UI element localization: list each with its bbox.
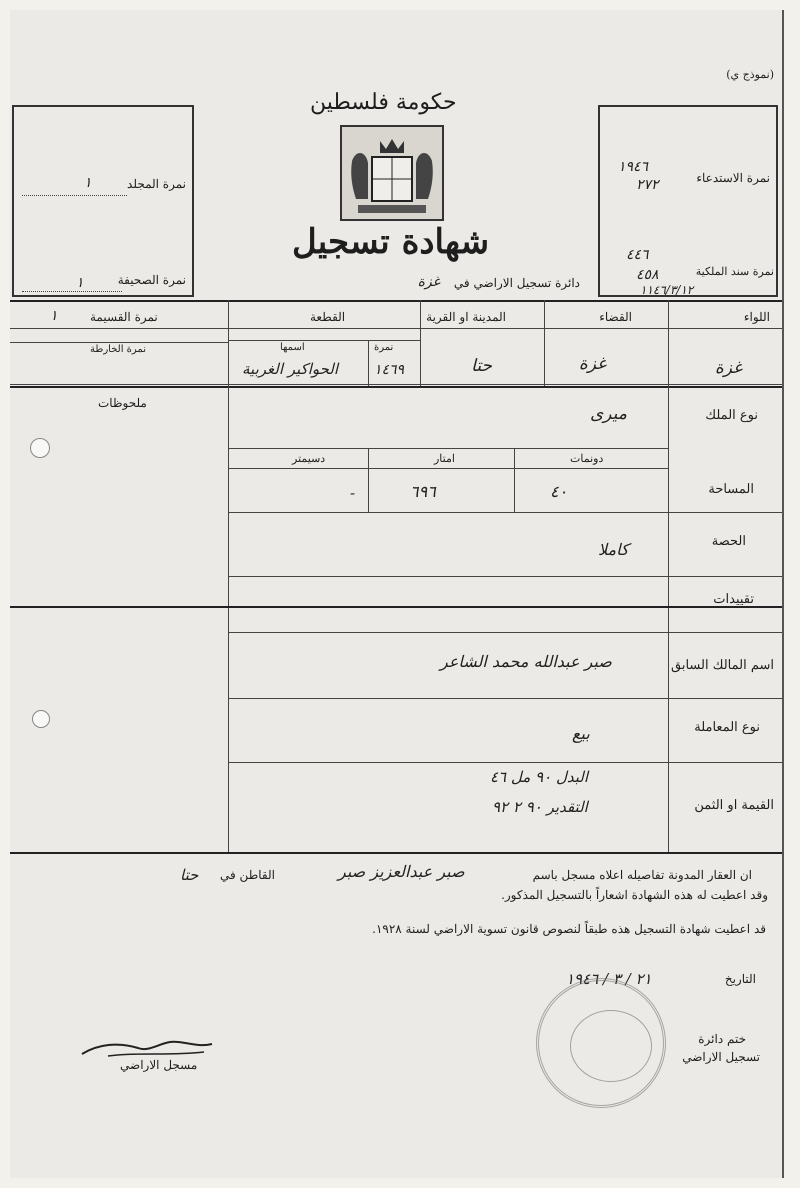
share-label: الحصة <box>711 534 746 549</box>
date-value: ٢١ / ٣ / ١٩٤٦ <box>566 970 652 988</box>
parcel-number-value: ١٤٦٩ <box>374 362 405 378</box>
volume-page-box <box>12 105 194 297</box>
department-line <box>400 276 580 294</box>
area-dunums-value: ٤٠ <box>550 482 568 501</box>
title-deed-value-2: ٤٥٨ <box>636 267 659 283</box>
page-label: نمرة الصحيفة <box>117 273 186 287</box>
transaction-value: بيع <box>572 724 590 743</box>
previous-owner-label: اسم المالك السابق <box>671 658 774 673</box>
parcel-name-value: الحواكير الغربية <box>242 360 339 378</box>
owner-name: صبر عبدالعزيز صبر <box>338 862 465 881</box>
statement-line-3: قد اعطيت شهادة التسجيل هذه طبقاً لنصوص قانون تسوية الاراضي لسنة ١٩٢٨. <box>372 922 766 936</box>
registrar-label: مسجل الاراضي <box>120 1058 198 1072</box>
value-label: القيمة او الثمن <box>694 798 774 813</box>
government-heading: حكومة فلسطين <box>310 90 457 115</box>
department-label: دائرة تسجيل الاراضي في <box>453 276 580 290</box>
department-city: غزة <box>417 274 440 290</box>
seal-signature <box>570 1010 652 1082</box>
seal-label-1: ختم دائرة <box>698 1032 746 1046</box>
previous-owner-value: صبر عبدالله محمد الشاعر <box>440 652 612 671</box>
town-village-value: حتا <box>471 356 492 376</box>
resident-value: حتا <box>180 866 199 884</box>
page-value: ١ <box>76 275 84 291</box>
area-dunums-header: دونمات <box>570 452 604 465</box>
date-label: التاريخ <box>724 972 756 986</box>
subdistrict-header: القضاء <box>599 310 632 324</box>
volume-label: نمرة المجلد <box>127 177 186 191</box>
volume-value: ١ <box>84 175 92 191</box>
punch-hole-bottom <box>32 710 50 728</box>
title-deed-label: نمرة سند الملكية <box>695 265 774 278</box>
form-number: (نموذج ي) <box>726 68 774 81</box>
value-line-1: البدل ٩٠ مل ٤٦ <box>490 768 588 786</box>
application-value-2: ٢٧٢ <box>636 177 659 193</box>
value-line-2: التقدير ٩٠ ٢ ٩٢ <box>492 798 588 816</box>
division-value: ١ <box>50 308 58 324</box>
district-header: اللواء <box>743 310 770 324</box>
statement-line-1: ان العقار المدونة تفاصيله اعلاه مسجل باسم <box>532 868 752 882</box>
certificate-title: شهادة تسجيل <box>292 222 490 262</box>
punch-hole-top <box>30 438 50 458</box>
parcel-number-header: نمرة <box>374 342 394 353</box>
transaction-label: نوع المعاملة <box>694 720 760 735</box>
application-deed-box <box>598 105 778 297</box>
area-decimeters-header: دسيمتر <box>292 452 326 465</box>
registration-certificate <box>10 10 784 1178</box>
parcel-name-header: اسمها <box>280 342 305 353</box>
coat-of-arms-emblem <box>340 125 444 221</box>
statement-line-2: وقد اعطيت له هذه الشهادة اشعاراً بالتسجيل المذكور. <box>501 888 768 902</box>
application-label: نمرة الاستدعاء <box>696 171 770 185</box>
share-value: كاملا <box>598 540 629 559</box>
property-type-value: ميرى <box>590 404 627 424</box>
seal-label-2: تسجيل الاراضي <box>682 1050 760 1064</box>
restrictions-label: تقييدات <box>713 592 754 607</box>
division-header: نمرة القسيمة <box>90 310 158 324</box>
area-meters-value: ٦٩٦ <box>410 482 436 501</box>
title-deed-value-3: ١١٤٦/٣/١٢ <box>640 283 694 297</box>
parcel-header: القطعة <box>310 310 346 324</box>
town-village-header: المدينة او القرية <box>426 310 506 324</box>
resident-label: القاطن في <box>220 868 275 882</box>
district-value: غزة <box>714 358 742 378</box>
map-header: نمرة الخارطة <box>90 344 146 355</box>
title-deed-value-1: ٤٤٦ <box>626 247 649 263</box>
area-label: المساحة <box>708 482 754 497</box>
area-decimeters-value: - <box>350 484 356 502</box>
property-type-label: نوع الملك <box>705 408 758 423</box>
application-value-1: ١٩٤٦ <box>618 159 649 175</box>
area-meters-header: امتار <box>434 452 455 465</box>
subdistrict-value: غزة <box>578 354 606 374</box>
notes-label: ملحوظات <box>98 396 147 410</box>
